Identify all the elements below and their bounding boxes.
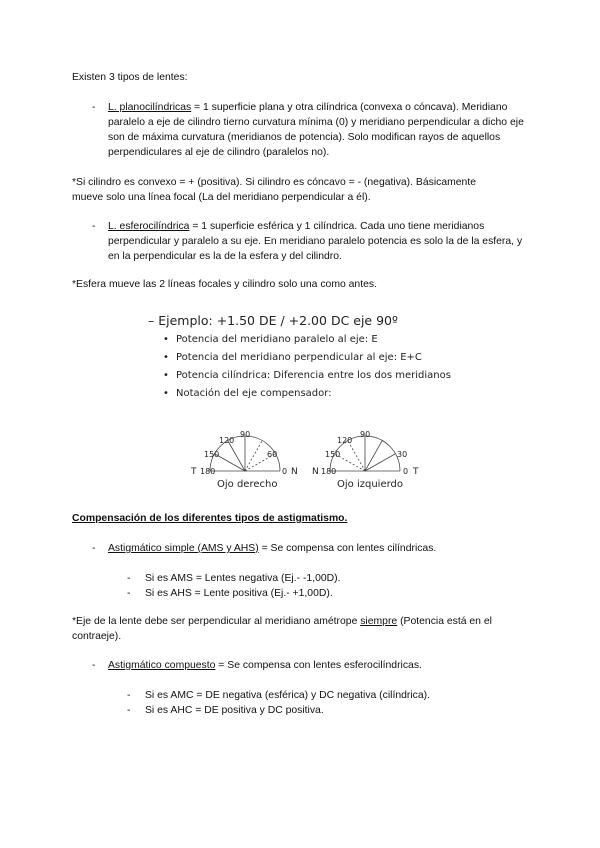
- left-eye-side-left: N: [312, 467, 319, 477]
- right-eye-side-right: N: [291, 467, 298, 477]
- bullet-dash: -: [92, 543, 96, 554]
- right-eye-side-left: T: [191, 467, 197, 477]
- slide-bullet: •: [163, 334, 169, 345]
- intro-text: Existen 3 tipos de lentes:: [72, 72, 188, 83]
- angle-label: 150: [204, 450, 220, 459]
- sub-item: Si es AMC = DE negativa (esférica) y DC negativa (cilíndrica).: [145, 690, 430, 701]
- note-axis-before: *Eje de la lente debe ser perpendicular al meridiano amétrope: [72, 616, 361, 627]
- bullet-dash: -: [92, 660, 96, 671]
- sub-item: Si es AHC = DE positiva y DC positiva.: [145, 705, 324, 716]
- compound-term: Astigmático compuesto: [108, 660, 216, 671]
- angle-label: 0: [403, 467, 409, 476]
- angle-label: 0: [282, 467, 288, 476]
- sub-bullet-dash: -: [127, 588, 131, 599]
- sub-bullet-dash: -: [127, 690, 131, 701]
- slide-bullet-text: Potencia del meridiano paralelo al eje: E: [176, 334, 378, 345]
- simple-desc: = Se compensa con lentes cilíndricas.: [258, 543, 437, 554]
- sub-bullet-dash: -: [127, 705, 131, 716]
- lens2-paragraph: [108, 219, 528, 264]
- note-sphere: *Esfera mueve las 2 líneas focales y cilindro solo una como antes.: [72, 279, 377, 290]
- angle-label: 180: [200, 467, 216, 476]
- angle-label: 60: [267, 450, 278, 459]
- sub-item: Si es AMS = Lentes negativa (Ej.- -1,00D).: [145, 573, 341, 584]
- lens1-paragraph: [108, 100, 528, 160]
- note-axis-after: (Potencia está en el contraeje).: [72, 616, 492, 642]
- left-eye-fan: [312, 430, 419, 490]
- bullet-dash: -: [92, 221, 96, 232]
- left-eye-label: Ojo izquierdo: [337, 479, 403, 490]
- left-eye-side-right: T: [413, 467, 419, 477]
- angle-label: 30: [397, 450, 408, 459]
- section-title: Compensación de los diferentes tipos de astigmatismo.: [72, 513, 348, 524]
- lens2-desc: = 1 superficie esférica y 1 cilíndrica. Cada uno tiene meridianos perpendicular y paralelo a su eje. En meridiano paralelo potencia es solo la de la esfera, y en la perpendicular es la de la esfera y del cilindro.: [108, 221, 523, 262]
- lens1-desc: = 1 superficie plana y otra cilíndrica (convexa o cóncava). Meridiano paralelo a eje de cilindro tierno curvatura mínima (0) y meridiano perpendicular a dicho eje son de máxima curvatura (meridianos de potencia). Solo modifican rayos de aquellos perpendiculares al eje de cilindro (paralelos no).: [108, 102, 524, 158]
- note-axis: [72, 614, 532, 644]
- right-eye-label: Ojo derecho: [217, 479, 278, 490]
- angle-label: 120: [219, 436, 235, 445]
- angle-label: 150: [325, 450, 341, 459]
- slide-bullet: •: [163, 352, 169, 363]
- note-axis-word: siempre: [360, 616, 398, 627]
- slide-bullet-text: Potencia del meridiano perpendicular al eje: E+C: [176, 352, 422, 363]
- simple-paragraph: [108, 541, 436, 556]
- compound-paragraph: [108, 658, 422, 673]
- compound-desc: = Se compensa con lentes esferocilíndricas.: [215, 660, 422, 671]
- angle-label: 90: [240, 430, 251, 439]
- lens1-term: L. planocilíndricas: [108, 102, 192, 113]
- slide-bullet: •: [163, 370, 169, 381]
- angle-label: 120: [337, 436, 353, 445]
- right-eye-fan: [190, 430, 298, 490]
- simple-term: Astigmático simple (AMS y AHS): [108, 543, 259, 554]
- angle-label: 90: [360, 430, 371, 439]
- slide-bullet-text: Potencia cilíndrica: Diferencia entre los dos meridianos: [176, 370, 451, 381]
- angle-label: 180: [321, 467, 337, 476]
- slide-bullet-text: Notación del eje compensador:: [176, 388, 332, 399]
- lens2-term: L. esferocilíndrica: [108, 221, 190, 232]
- slide-bullet: •: [163, 388, 169, 399]
- sub-bullet-dash: -: [127, 573, 131, 584]
- slide-title: – Ejemplo: +1.50 DE / +2.00 DC eje 90º: [148, 313, 398, 328]
- note-convex-concave: *Si cilindro es convexo = + (positiva). Si cilindro es cóncavo = - (negativa). Básicamente mueve solo una línea focal (La del meridiano perpendicular a él).: [72, 177, 476, 203]
- sub-item: Si es AHS = Lente positiva (Ej.- +1,00D).: [145, 588, 333, 599]
- bullet-dash: -: [92, 102, 96, 113]
- axis-notation-diagram: [185, 425, 445, 495]
